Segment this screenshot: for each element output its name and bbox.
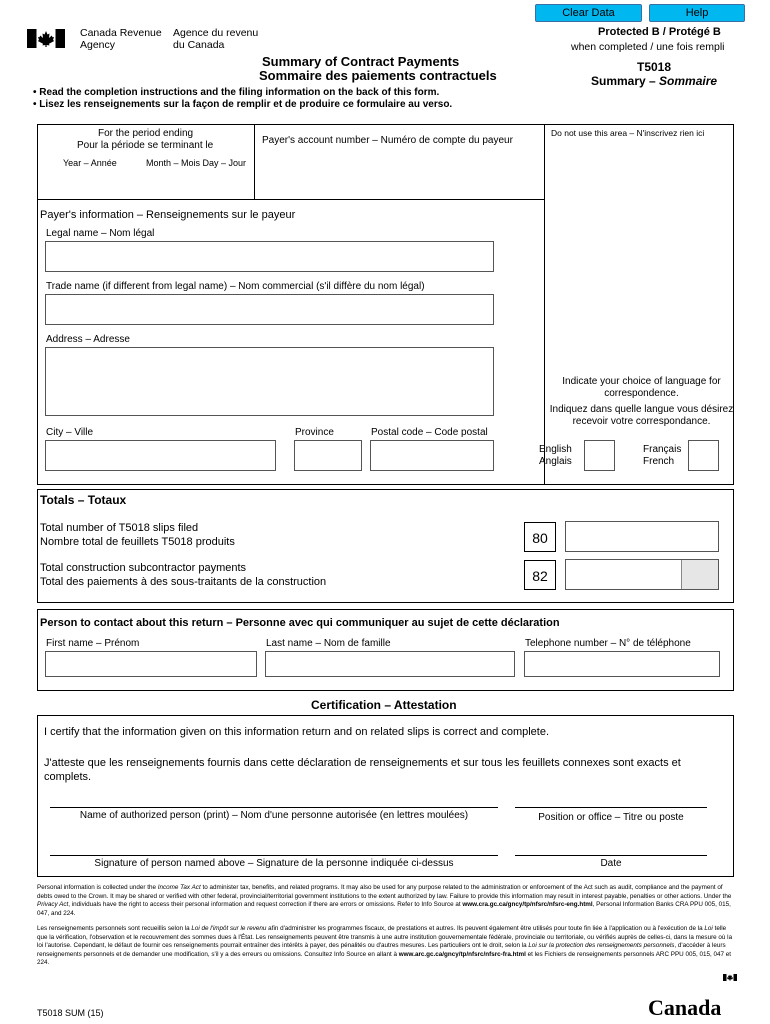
account-number-input[interactable] [262,152,538,192]
period-vertical-divider [254,124,255,199]
canada-flag-icon [27,29,65,48]
authorized-name-label: Name of authorized person (print) – Nom d'une personne autorisée (en lettres moulées) [79,810,469,821]
english-label: English [539,444,572,455]
clear-data-button[interactable]: Clear Data [535,4,642,22]
form-number: T5018 [637,60,672,74]
form-code: T5018 SUM (15) [37,1008,104,1018]
french-label: French [643,456,675,467]
instruction-en-text: Read the completion instructions and the filing information on the back of this form. [39,87,440,98]
protected-label: Protected B / Protégé B [598,26,721,38]
signature-label: Signature of person named above – Signature de la personne indiquée ci-dessus [94,858,454,869]
total-slips-input[interactable] [565,521,719,552]
agency-name-en-1: Canada Revenue [80,27,162,39]
office-area-divider [544,124,545,485]
slips-label-fr: Nombre total de feuillets T5018 produits [40,536,235,548]
line-82-box: 82 [524,560,556,590]
address-input[interactable] [45,347,494,416]
date-line [515,855,707,856]
privacy-fr-privacy-act: Loi sur la protection des renseignements personnels [528,942,675,949]
payments-label-fr: Total des paiements à des sous-traitants de la construction [40,576,327,588]
trade-name-input[interactable] [45,294,494,325]
language-en-line1: Indicate your choice of language for [562,376,721,387]
title-en: Summary of Contract Payments [262,54,460,69]
line-80-box: 80 [524,522,556,552]
privacy-en-4: , Personal Information Banks CRA PPU 005, 015, 047, and 224. [37,901,731,917]
privacy-en-1: Personal information is collected under the [37,884,158,891]
province-input[interactable] [294,440,362,471]
legal-name-label: Legal name – Nom légal [46,228,155,239]
authorized-name-input[interactable] [50,788,498,807]
privacy-notice-en [37,884,734,918]
first-name-input[interactable] [45,651,257,677]
postal-code-label: Postal code – Code postal [371,427,488,438]
city-input[interactable] [45,440,276,471]
privacy-fr-2: afin d'administrer les programmes fiscaux, de prestations et autres. Ils peuvent également être utilisés pour toute fin liée à l'application ou à l'exécution de la [266,925,705,932]
instruction-fr: • Lisez les renseignements sur la façon de remplir et de produire ce formulaire au verso. [33,99,453,110]
period-divider [37,199,545,200]
canada-wordmark: Canada [648,995,722,1020]
language-en-line2: correspondence. [604,388,679,399]
signature-input[interactable] [50,836,498,855]
legal-name-input[interactable] [45,241,494,272]
totals-heading: Totals – Totaux [40,493,127,507]
privacy-notice-fr [37,925,734,968]
postal-code-input[interactable] [370,440,494,471]
summary-en: Summary [591,74,646,88]
title-fr: Sommaire des paiements contractuels [259,68,497,83]
position-label: Position or office – Titre ou poste [538,812,684,823]
privacy-fr-act: Loi de l'impôt sur le revenu [191,925,267,932]
privacy-en-2: to administer tax, benefits, and related programs. It may also be used for any purpose related to the administration or enforcement of the Act such as audit, compliance and the payment of debts owed to the Crown. It may be shared or verified with other federal, provincial/territorial government institutions to the extent authorized by law. Failure to provide this information may result in interest payable, penalties or other actions. Under the [37,884,732,900]
privacy-fr-5: et les Fichiers de renseignements personnels ARC PPU 005, 015, 047 et 224. [37,950,731,966]
signature-line [50,855,498,856]
year-label: Year – Année [63,158,117,168]
authorized-name-line [50,807,498,808]
privacy-fr-loi: Loi [704,925,713,932]
agency-name-en-2: Agency [80,39,116,51]
instruction-fr-text: Lisez les renseignements sur la façon de remplir et de produire ce formulaire au verso. [39,99,453,110]
privacy-en-url[interactable]: www.cra.gc.ca/gncy/tp/nfsrc/nfsrc-eng.html [462,901,593,908]
privacy-en-privacy-act: Privacy Act [37,901,69,908]
period-label-en: For the period ending [98,128,194,139]
month-day-label: Month – Mois Day – Jour [146,158,247,168]
city-label: City – Ville [46,427,94,438]
francais-label: Français [643,444,682,455]
language-fr-line2: recevoir votre correspondance. [572,416,711,427]
french-checkbox[interactable] [688,440,719,471]
phone-input[interactable] [524,651,720,677]
instruction-en: • Read the completion instructions and the filing information on the back of this form. [33,87,440,98]
slips-label-en: Total number of T5018 slips filed [40,522,199,534]
period-ending-input[interactable] [56,172,246,192]
period-label-fr: Pour la période se terminant le [77,140,214,151]
phone-label: Telephone number – N° de téléphone [525,638,691,649]
summary-title [591,74,717,88]
contact-heading: Person to contact about this return – Personne avec qui communiquer au sujet de cette déclaration [40,617,560,629]
office-use-label: Do not use this area – N'inscrivez rien ici [551,128,705,138]
agency-name-fr-2: du Canada [173,39,225,51]
date-label: Date [600,858,622,869]
summary-dash: – [645,74,660,88]
certify-text-fr: J'atteste que les renseignements fournis dans cette déclaration de renseignements et sur tous les feuillets connexes sont exacts et complets. [44,757,681,783]
certification-heading: Certification – Attestation [311,698,457,712]
date-input[interactable] [515,836,707,855]
province-label: Province [295,427,334,438]
when-completed-label: when completed / une fois rempli [571,41,725,53]
cents-shaded-area [681,560,718,589]
certify-text-en: I certify that the information given on this information return and on related slips is correct and complete. [44,726,550,738]
anglais-label: Anglais [539,456,572,467]
first-name-label: First name – Prénom [46,638,140,649]
privacy-fr-3: telle que la vérification, l'observation et le recouvrement des sommes dues à l'État. Les renseignements peuvent être transmis à une autre institution gouvernementale fédérale, provinciale ou territoriale, ou vérifiés auprès de celles-ci, dans la mesure où la loi l'autorise. Cependant, le défaut de fournir ces renseignements pourrait entraîner des intérêts à payer, des pénalités ou d'autres mesures. Les particuliers ont le droit, selon la [37,925,733,949]
privacy-fr-url[interactable]: www.arc.gc.ca/gncy/tp/nfsrc/nfsrc-fra.html [398,950,526,958]
summary-fr: Sommaire [659,74,718,88]
position-input[interactable] [515,788,707,807]
account-label: Payer's account number – Numéro de compte du payeur [262,135,513,146]
english-checkbox[interactable] [584,440,615,471]
address-label: Address – Adresse [46,334,130,345]
position-line [515,807,707,808]
privacy-en-3: , individuals have the right to access their personal information and request correction if there are errors or omissions. Refer to Info Source at [68,901,463,908]
last-name-label: Last name – Nom de famille [266,638,391,649]
privacy-en-act: Income Tax Act [157,884,201,891]
language-fr-line1: Indiquez dans quelle langue vous désirez [549,404,734,415]
trade-name-label: Trade name (if different from legal name) – Nom commercial (s'il diffère du nom légal) [46,281,425,292]
agency-name-fr-1: Agence du revenu [173,27,259,39]
privacy-fr-1: Les renseignements personnels sont recueillis selon la [37,925,192,932]
payer-info-heading: Payer's information – Renseignements sur le payeur [40,209,296,221]
last-name-input[interactable] [265,651,515,677]
payments-label-en: Total construction subcontractor payments [40,562,247,574]
wordmark-flag-icon [723,973,737,987]
help-button[interactable]: Help [649,4,745,22]
privacy-fr-4: , d'accéder à leurs renseignements personnels et de demander une modification, s'il y a des erreurs ou omissions. Consultez Info Source en allant à [37,942,726,958]
